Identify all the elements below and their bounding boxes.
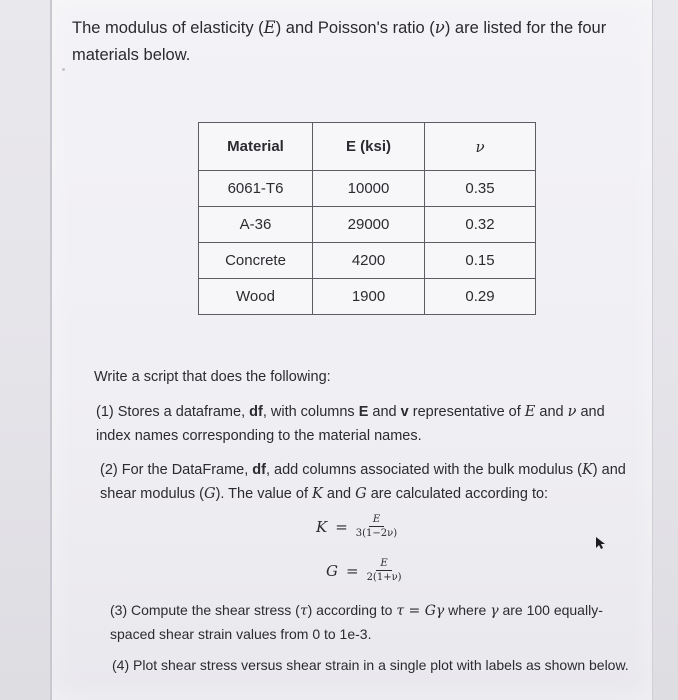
task-intro: Write a script that does the following: <box>94 369 331 385</box>
eq-denominator: 2(1+ν) <box>366 572 402 583</box>
step-text: (3) Compute the shear stress ( <box>110 602 300 618</box>
task-step-3 <box>110 599 630 646</box>
cell-e: 10000 <box>313 171 425 207</box>
step-text: and <box>322 486 356 502</box>
step-code: E <box>358 404 369 420</box>
eq-lhs: G <box>326 562 338 580</box>
step-text: , add columns associated with the bulk modulus ( <box>265 462 582 478</box>
eq-sign: = <box>335 518 348 536</box>
document-page <box>50 0 653 700</box>
eq-fraction <box>367 558 402 584</box>
step-text: where <box>444 602 491 618</box>
formula-tau: τ = Gγ <box>396 603 445 619</box>
eq-sign: = <box>345 562 359 580</box>
eq-lhs: K <box>316 518 328 536</box>
eq-numerator: E <box>369 514 384 527</box>
task-step-1 <box>96 400 626 448</box>
mouse-cursor-icon <box>594 536 606 550</box>
intro-part: ) and Poisson's ratio ( <box>275 19 435 37</box>
symbol-gamma: γ <box>490 603 499 619</box>
step-text: are 100 equally-spaced shear strain values from 0 to 1e-3. <box>110 602 603 642</box>
cell-e: 29000 <box>313 207 425 243</box>
step-text: and <box>368 404 401 420</box>
task-step-2 <box>100 458 630 506</box>
cell-material: Concrete <box>199 243 313 279</box>
symbol-E: E <box>524 404 536 420</box>
step-text: , with columns <box>262 404 359 420</box>
step-text: and <box>535 404 568 420</box>
eq-denominator: 3(1−2ν) <box>355 528 398 539</box>
cell-material: 6061-T6 <box>199 171 313 207</box>
step-code: v <box>400 404 409 420</box>
intro-part: ) are listed for the four materials below. <box>72 19 607 64</box>
task-step-4: (4) Plot shear stress versus shear strain in a single plot with labels as shown below. <box>112 657 629 673</box>
intro-part: The modulus of elasticity ( <box>72 19 264 37</box>
symbol-G: G <box>355 486 367 502</box>
header-nu: ν <box>425 123 536 171</box>
equation-bulk-modulus <box>316 514 397 540</box>
symbol-G: G <box>203 486 216 502</box>
cell-material: Wood <box>199 279 313 315</box>
symbol-nu: ν <box>434 18 445 37</box>
cell-e: 4200 <box>313 243 425 279</box>
eq-numerator: E <box>376 558 391 571</box>
cell-material: A-36 <box>199 207 313 243</box>
step-text: ) according to <box>307 602 397 618</box>
symbol-E: E <box>263 18 276 37</box>
cell-nu: 0.29 <box>425 279 536 315</box>
symbol-tau: τ <box>299 603 308 619</box>
header-material: Material <box>199 123 313 171</box>
eq-fraction <box>356 514 397 540</box>
header-e: E (ksi) <box>313 123 425 171</box>
step-code: df <box>249 404 263 420</box>
step-text: representative of <box>408 404 525 420</box>
cell-nu: 0.35 <box>425 171 536 207</box>
cell-e: 1900 <box>313 279 425 315</box>
task-section <box>52 0 652 700</box>
step-text: ). The value of <box>215 486 313 502</box>
equation-shear-modulus <box>326 558 402 584</box>
step-text: are calculated according to: <box>366 486 549 502</box>
step-text: and index names corresponding to the material names. <box>96 404 605 444</box>
symbol-K: K <box>312 486 323 502</box>
cell-nu: 0.32 <box>425 207 536 243</box>
step-text: (1) Stores a dataframe, <box>96 404 250 420</box>
step-code: df <box>252 462 266 478</box>
cell-nu: 0.15 <box>425 243 536 279</box>
symbol-nu: ν <box>567 404 577 420</box>
symbol-K: K <box>581 462 593 478</box>
step-text: ) and shear modulus ( <box>100 462 626 502</box>
step-text: (2) For the DataFrame, <box>100 462 253 478</box>
